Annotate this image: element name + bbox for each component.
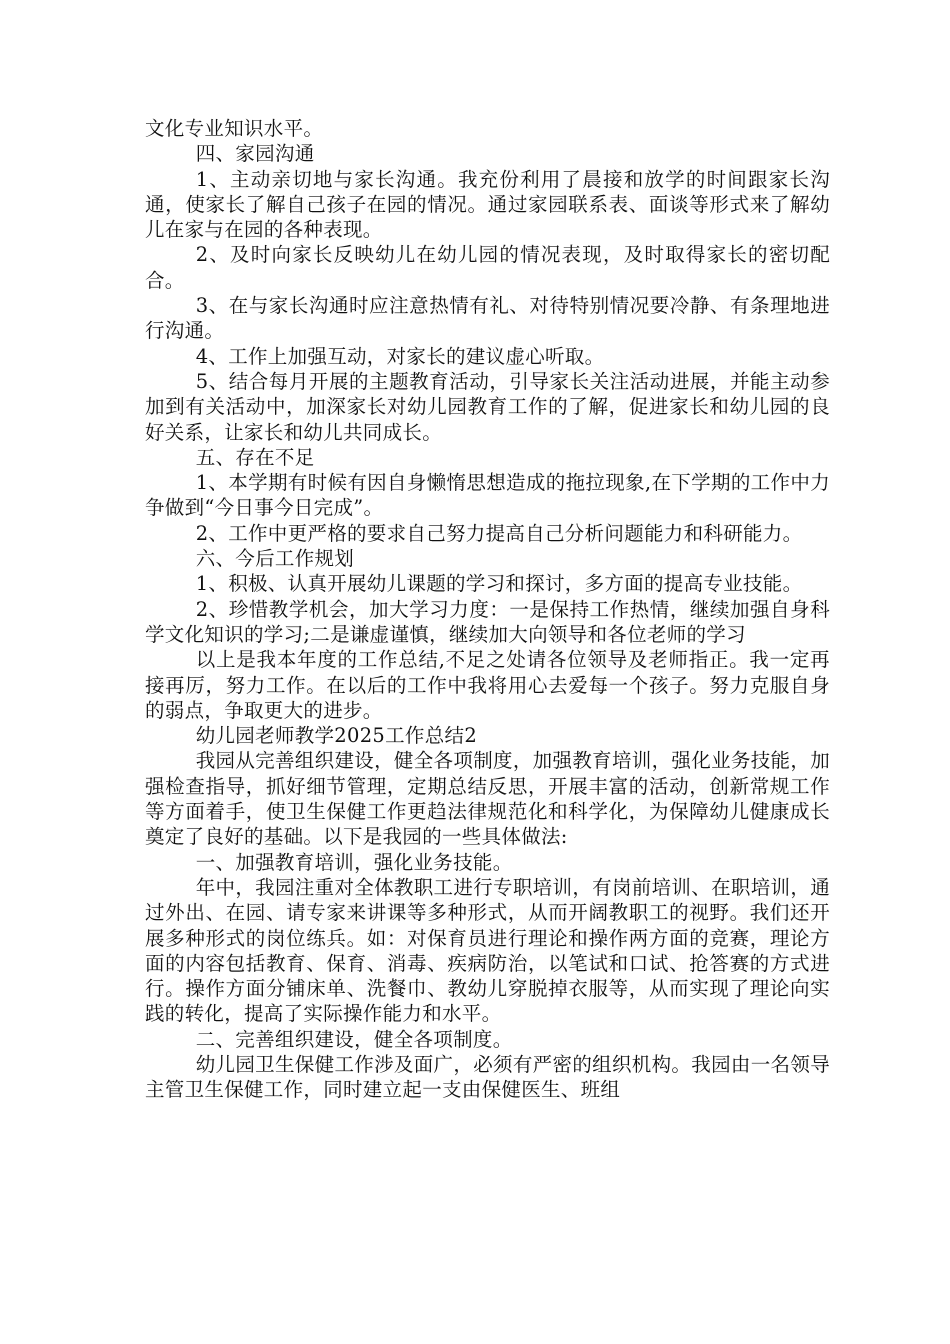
- paragraph: 2、工作中更严格的要求自己努力提高自己分析问题能力和科研能力。: [195, 521, 803, 545]
- paragraph: 5、结合每月开展的主题教育活动，引导家长关注活动进展，并能主动参加到有关活动中，加深家长对幼儿园教育工作的了解，促进家长和幼儿园的良好关系，让家长和幼儿共同成长。: [145, 369, 830, 444]
- section-heading: 四、家园沟通: [195, 142, 315, 166]
- section-heading: 一、加强教育培训，强化业务技能。: [195, 850, 513, 874]
- paragraph: 2、及时向家长反映幼儿在幼儿园的情况表现，及时取得家长的密切配合。: [145, 243, 830, 292]
- paragraph: 1、主动亲切地与家长沟通。我充份利用了晨接和放学的时间跟家长沟通，使家长了解自己孩子在园的情况。通过家园联系表、面谈等形式来了解幼儿在家与在园的各种表现。: [145, 167, 830, 242]
- document-subtitle: 幼儿园老师教学2025工作总结2: [195, 724, 478, 748]
- paragraph: 2、珍惜教学机会，加大学习力度：一是保持工作热情，继续加强自身科学文化知识的学习;二是谦虚谨慎，继续加大向领导和各位老师的学习: [145, 597, 830, 646]
- document-body: [145, 116, 830, 1103]
- paragraph: 我园从完善组织建设，健全各项制度，加强教育培训，强化业务技能，加强检查指导，抓好细节管理，定期总结反思，开展丰富的活动，创新常规工作等方面着手，使卫生保健工作更趋法律规范化和科学化，为保障幼儿健康成长奠定了良好的基础。以下是我园的一些具体做法:: [145, 749, 830, 849]
- paragraph: 幼儿园卫生保健工作涉及面广，必须有严密的组织机构。我园由一名领导主管卫生保健工作，同时建立起一支由保健医生、班组: [145, 1052, 830, 1102]
- section-heading: 二、完善组织建设，健全各项制度。: [195, 1027, 513, 1051]
- section-heading: 六、今后工作规划: [195, 547, 355, 571]
- paragraph: 3、在与家长沟通时应注意热情有礼、对待特别情况要冷静、有条理地进行沟通。: [145, 294, 830, 343]
- paragraph: 年中，我园注重对全体教职工进行专职培训，有岗前培训、在职培训，通过外出、在园、请专家来讲课等多种形式，从而开阔教职工的视野。我们还开展多种形式的岗位练兵。如：对保育员进行理论和操作两方面的竞赛，理论方面的内容包括教育、保育、消毒、疾病防治，以笔试和口试、抢答赛的方式进行。操作方面分铺床单、洗餐巾、教幼儿穿脱掉衣服等，从而实现了理论向实践的转化，提高了实际操作能力和水平。: [145, 875, 830, 1026]
- paragraph: 1、积极、认真开展幼儿课题的学习和探讨，多方面的提高专业技能。: [195, 572, 803, 596]
- paragraph: 文化专业知识水平。: [145, 117, 324, 140]
- paragraph: 4、工作上加强互动，对家长的建议虚心听取。: [195, 344, 605, 368]
- section-heading: 五、存在不足: [195, 445, 315, 469]
- paragraph: 以上是我本年度的工作总结,不足之处请各位领导及老师指正。我一定再接再厉，努力工作。在以后的工作中我将用心去爱每一个孩子。努力克服自身的弱点，争取更大的进步。: [145, 648, 830, 722]
- paragraph: 1、本学期有时候有因自身懒惰思想造成的拖拉现象,在下学期的工作中力争做到“今日事今日完成”。: [145, 471, 830, 520]
